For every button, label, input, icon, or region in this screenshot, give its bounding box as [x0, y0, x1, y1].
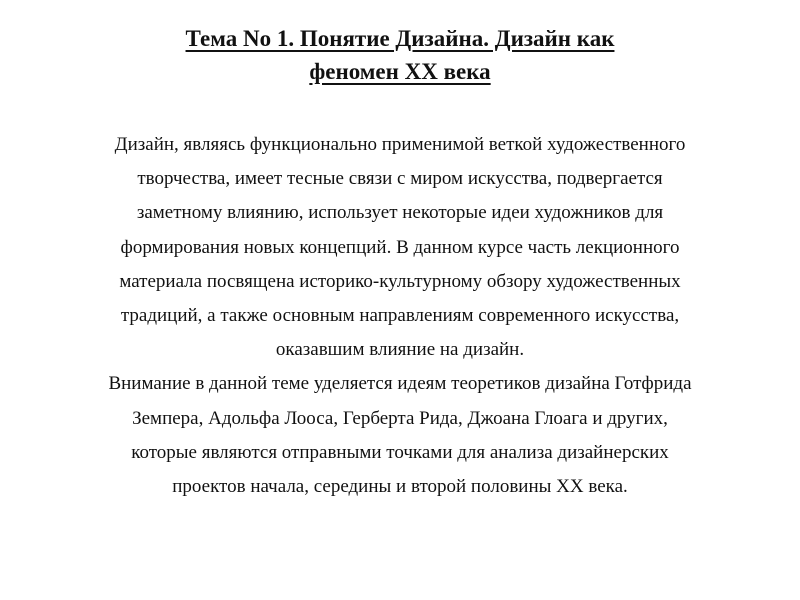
paragraph-theorists	[20, 367, 780, 504]
slide-title	[60, 22, 740, 88]
slide-title-line-1: Тема No 1. Понятие Дизайна. Дизайн как	[185, 26, 615, 51]
paragraph-line: материала посвящена историко-культурному обзору художественных	[119, 270, 681, 292]
paragraph-line: Дизайн, являясь функционально применимой веткой художественного	[114, 134, 686, 155]
paragraph-intro	[20, 128, 780, 367]
paragraph-line: Внимание в данной теме уделяется идеям теоретиков дизайна Готфрида	[108, 373, 692, 395]
paragraph-line: творчества, имеет тесные связи с миром искусства, подвергается	[137, 168, 663, 190]
paragraph-line: которые являются отправными точками для анализа дизайнерских	[131, 441, 669, 463]
slide-title-line-2: феномен XX века	[309, 59, 491, 84]
paragraph-line: заметному влиянию, использует некоторые идеи художников для	[136, 202, 664, 224]
slide-body	[20, 128, 780, 504]
paragraph-line: традиций, а также основным направлениям современного искусства,	[120, 305, 680, 327]
paragraph-line: формирования новых концепций. В данном курсе часть лекционного	[120, 236, 680, 258]
paragraph-line: проектов начала, середины и второй половины XX века.	[172, 476, 628, 498]
paragraph-line: Земпера, Адольфа Лооса, Герберта Рида, Джоана Глоага и других,	[132, 407, 668, 429]
paragraph-line: оказавшим влияние на дизайн.	[275, 339, 525, 361]
